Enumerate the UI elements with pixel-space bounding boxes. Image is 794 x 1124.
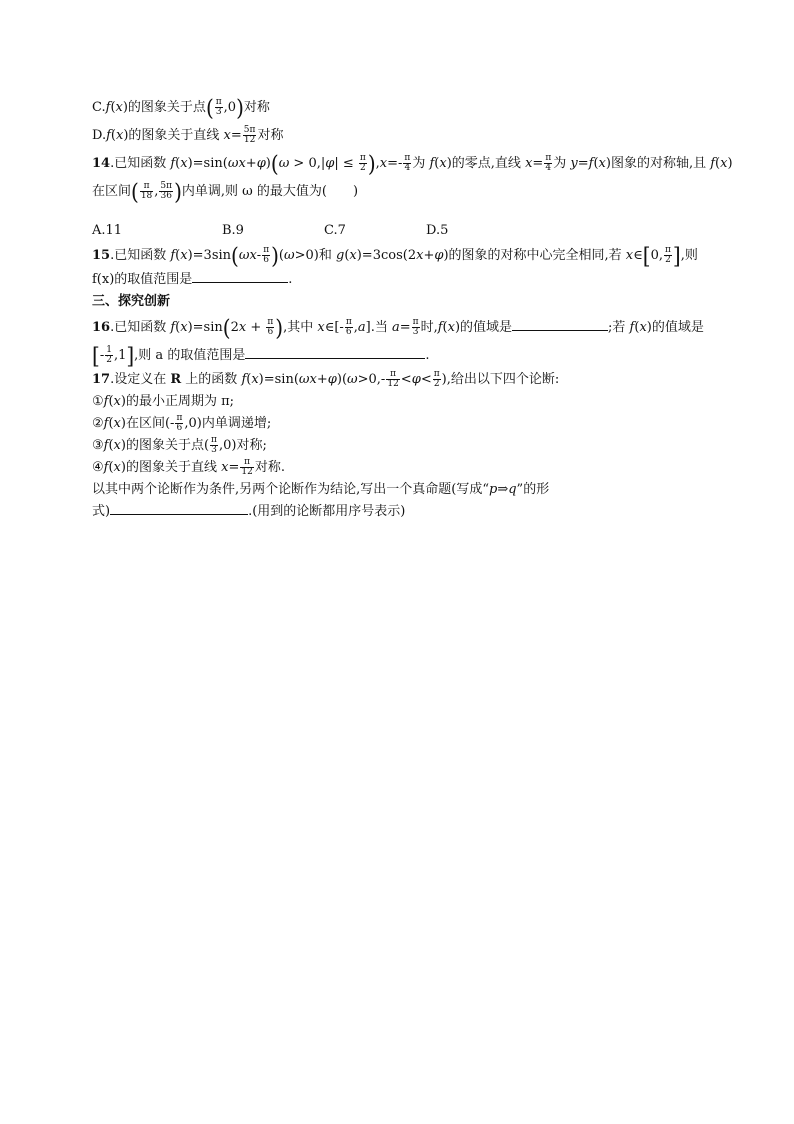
- q14-number: 14: [92, 156, 111, 171]
- q15-stem-line2: f(x)的取值范围是 .: [92, 272, 293, 287]
- q16-stem-line2: [- $\frac{1}{2}$ ,1],则 a 的取值范围是 .: [92, 342, 430, 369]
- q17-instruction-line1: 以其中两个论断作为条件,另两个论断作为结论,写出一个真命题(写成“p⇒q”的形: [92, 482, 550, 497]
- document-page: [92, 94, 733, 524]
- q17-item-3: ③f(x)的图象关于点( $\frac{\pi}{3}$ ,0)对称;: [92, 435, 267, 455]
- q13-option-c: C.f(x)的图象关于点( $\frac{\pi}{3}$ ,0)对称: [92, 94, 270, 121]
- q14-choices: [92, 220, 712, 242]
- q16-stem-line1: 16.已知函数 f(x)=sin(2x + $\frac{\pi}{6}$ ),其中 x∈[- $\frac{\pi}{6}$ ,a].当 a= $\frac{\pi}{3}$ 时,f(x)的值域是 ;若 f(x)的值域是: [92, 314, 704, 341]
- q17-answer-blank[interactable]: [110, 502, 248, 515]
- q17-number: 17: [92, 372, 111, 387]
- q15-number: 15: [92, 248, 111, 263]
- q14-choice-a: A.11: [92, 223, 123, 238]
- q16-number: 16: [92, 320, 111, 335]
- section-3-heading: 三、探究创新: [92, 294, 171, 309]
- q15-answer-blank[interactable]: [192, 270, 288, 283]
- q14-stem-line1: 14.已知函数 f(x)=sin(ωx+φ)(ω > 0,|φ| ≤ $\frac{\pi}{2}$ ),x=- $\frac{\pi}{4}$ 为 f(x)的零点,直线 x= $\frac{\pi}{4}$ 为 y=f(x)图象的对称轴,且 f(x): [92, 150, 733, 177]
- q13-option-d: D.f(x)的图象关于直线 x= $\frac{5\pi}{12}$ 对称: [92, 125, 284, 145]
- q14-stem-line2: 在区间( $\frac{\pi}{18}$ , $\frac{5\pi}{36}$ )内单调,则 ω 的最大值为( ): [92, 178, 359, 205]
- q17-item-2: ②f(x)在区间(- $\frac{\pi}{6}$ ,0)内单调递增;: [92, 413, 272, 433]
- q17-stem: 17.设定义在 R 上的函数 f(x)=sin(ωx+φ)(ω>0,- $\frac{\pi}{12}$ <φ< $\frac{\pi}{2}$ ),给出以下四个论断:: [92, 369, 560, 389]
- q14-choice-d: D.5: [426, 223, 449, 238]
- q17-instruction-line2: 式) .(用到的论断都用序号表示): [92, 504, 406, 519]
- q15-stem-line1: 15.已知函数 f(x)=3sin(ωx- $\frac{\pi}{6}$ )(ω>0)和 g(x)=3cos(2x+φ)的图象的对称中心完全相同,若 x∈[0, $\frac{\pi}{2}$ ],则: [92, 242, 698, 269]
- q14-choice-c: C.7: [324, 223, 346, 238]
- q17-item-1: ①f(x)的最小正周期为 π;: [92, 394, 235, 409]
- q16-answer-blank-1[interactable]: [512, 318, 608, 331]
- q17-item-4: ④f(x)的图象关于直线 x= $\frac{\pi}{12}$ 对称.: [92, 457, 285, 477]
- q16-answer-blank-2[interactable]: [245, 346, 425, 359]
- q14-choice-b: B.9: [222, 223, 244, 238]
